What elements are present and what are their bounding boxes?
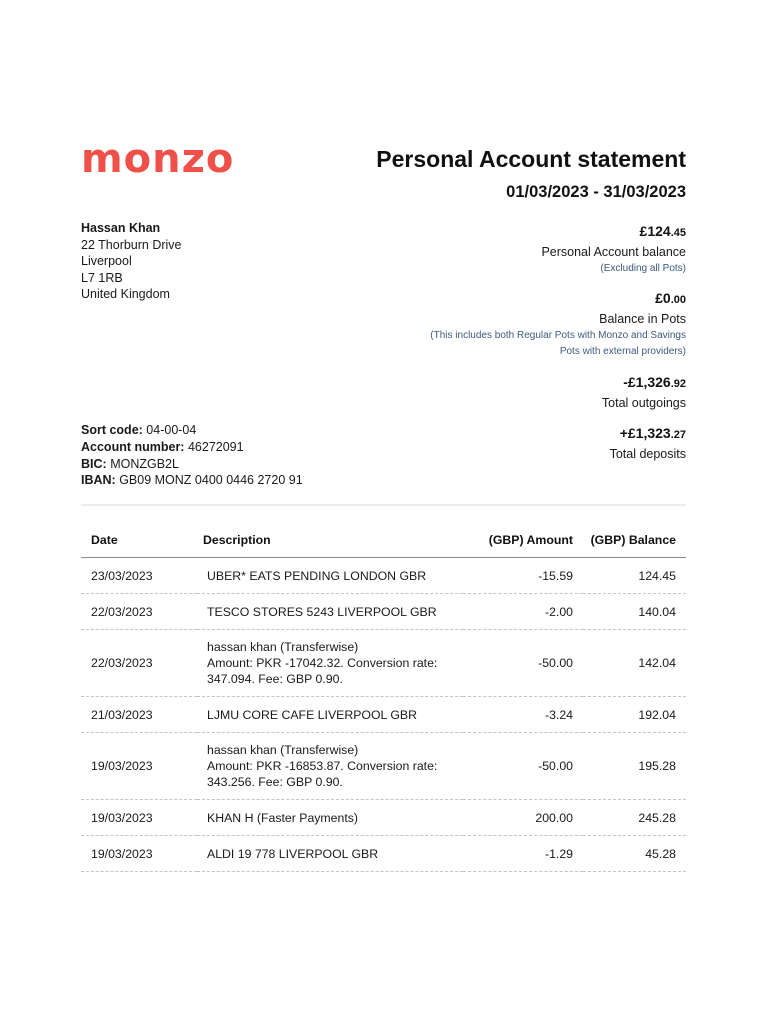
cell-description: [197, 558, 463, 594]
cell-balance: 142.04: [583, 630, 686, 697]
description-line: Amount: PKR -16853.87. Conversion rate:: [207, 759, 438, 773]
cell-description: [197, 630, 463, 697]
section-divider: [81, 504, 686, 506]
cell-amount: -15.59: [463, 558, 583, 594]
address-line: L7 1RB: [81, 270, 123, 285]
account-balance-label: Personal Account balance: [541, 245, 686, 259]
cell-amount: 200.00: [463, 800, 583, 836]
pots-balance-note: (This includes both Regular Pots with Monzo and Savings: [430, 330, 686, 341]
monzo-logo: monzo: [81, 136, 235, 182]
deposits-label: Total deposits: [609, 447, 686, 461]
description-line: 347.094. Fee: GBP 0.90.: [207, 672, 343, 686]
account-balance-amount: £124.45: [639, 223, 686, 239]
column-header-date: Date: [81, 523, 197, 558]
table-row: [81, 800, 686, 836]
address-line: United Kingdom: [81, 287, 170, 302]
cell-amount: -50.00: [463, 733, 583, 800]
customer-address: [81, 220, 182, 303]
description-line: ALDI 19 778 LIVERPOOL GBR: [207, 846, 379, 861]
page-title: Personal Account statement: [376, 146, 686, 172]
deposits-amount: +£1,323.27: [619, 425, 686, 441]
table-header-row: [81, 523, 686, 558]
cell-balance: 192.04: [583, 697, 686, 733]
description-line: LJMU CORE CAFE LIVERPOOL GBR: [207, 707, 418, 722]
account-balance-note: (Excluding all Pots): [600, 263, 686, 274]
statement-page: [81, 0, 686, 1024]
iban: IBAN: GB09 MONZ 0400 0446 2720 91: [81, 473, 303, 488]
bic: BIC: MONZGB2L: [81, 456, 179, 471]
pots-balance-amount: £0.00: [655, 290, 686, 306]
bank-details: [81, 422, 303, 489]
cell-amount: -1.29: [463, 836, 583, 872]
column-header-description: Description: [197, 523, 463, 558]
column-header-amount: (GBP) Amount: [463, 523, 583, 558]
table-row: [81, 594, 686, 630]
pots-balance-block: [366, 289, 686, 360]
description-line: hassan khan (Transferwise): [207, 640, 359, 654]
cell-date: 21/03/2023: [81, 697, 197, 733]
table-row: [81, 697, 686, 733]
cell-balance: 195.28: [583, 733, 686, 800]
cell-balance: 124.45: [583, 558, 686, 594]
address-line: 22 Thorburn Drive: [81, 237, 182, 252]
statement-period: 01/03/2023 - 31/03/2023: [506, 183, 686, 201]
cell-description: [197, 836, 463, 872]
sort-code: Sort code: 04-00-04: [81, 423, 197, 437]
cell-balance: 140.04: [583, 594, 686, 630]
table-row: [81, 558, 686, 594]
cell-description: [197, 594, 463, 630]
cell-date: 22/03/2023: [81, 594, 197, 630]
description-line: UBER* EATS PENDING LONDON GBR: [207, 568, 427, 583]
customer-name: Hassan Khan: [81, 221, 161, 235]
transactions-table: [81, 523, 686, 872]
table-row: [81, 733, 686, 800]
account-number: Account number: 46272091: [81, 439, 244, 454]
cell-date: 19/03/2023: [81, 836, 197, 872]
address-line: Liverpool: [81, 254, 132, 269]
cell-amount: -50.00: [463, 630, 583, 697]
deposits-block: [366, 424, 686, 463]
pots-balance-label: Balance in Pots: [599, 312, 686, 326]
table-row: [81, 836, 686, 872]
cell-description: [197, 800, 463, 836]
description-line: 343.256. Fee: GBP 0.90.: [207, 775, 343, 789]
pots-balance-note: Pots with external providers): [559, 346, 686, 357]
cell-description: [197, 733, 463, 800]
cell-date: 19/03/2023: [81, 733, 197, 800]
description-line: hassan khan (Transferwise): [207, 743, 359, 757]
outgoings-label: Total outgoings: [601, 396, 686, 410]
description-line: Amount: PKR -17042.32. Conversion rate:: [207, 656, 438, 670]
table-row: [81, 630, 686, 697]
cell-balance: 245.28: [583, 800, 686, 836]
cell-amount: -3.24: [463, 697, 583, 733]
cell-date: 19/03/2023: [81, 800, 197, 836]
cell-description: [197, 697, 463, 733]
cell-amount: -2.00: [463, 594, 583, 630]
description-line: TESCO STORES 5243 LIVERPOOL GBR: [207, 604, 437, 619]
cell-date: 22/03/2023: [81, 630, 197, 697]
outgoings-amount: -£1,326.92: [623, 374, 686, 390]
account-balance-block: [366, 222, 686, 277]
cell-balance: 45.28: [583, 836, 686, 872]
cell-date: 23/03/2023: [81, 558, 197, 594]
outgoings-block: [366, 373, 686, 412]
description-line: KHAN H (Faster Payments): [207, 810, 359, 825]
column-header-balance: (GBP) Balance: [583, 523, 686, 558]
